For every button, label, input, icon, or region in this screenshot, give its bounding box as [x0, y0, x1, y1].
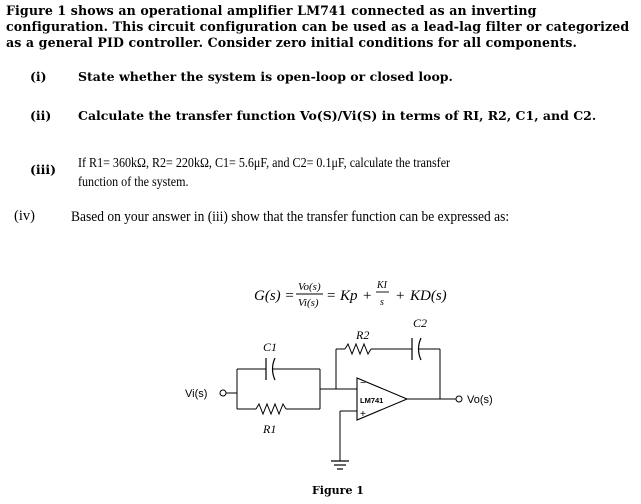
c2-label: C2 — [413, 316, 428, 330]
question-4-number: (iv) — [14, 208, 35, 224]
input-terminal — [220, 390, 226, 396]
output-terminal — [456, 396, 462, 402]
question-3-number: (iii) — [30, 162, 57, 177]
question-1-text: State whether the system is open-loop or closed loop. — [78, 69, 453, 84]
equation-ki-numerator: KI — [377, 280, 387, 291]
opamp-plus-sign: + — [360, 409, 366, 420]
equation-lhs: G(s) = — [254, 288, 295, 304]
opamp-label: LM741 — [360, 396, 384, 405]
question-1-number: (i) — [30, 69, 47, 84]
question-3-text: If R1= 360kΩ, R2= 220kΩ, C1= 5.6μF, and C2= 0.1μF, calculate the transfer function of the system. — [78, 155, 451, 189]
figure-caption: Figure 1 — [312, 484, 364, 497]
r1-resistor — [256, 404, 286, 414]
r1-label: R1 — [263, 422, 277, 436]
equation-plus-2: + — [396, 288, 405, 304]
opamp-minus-sign: − — [360, 378, 366, 389]
output-label: Vo(s) — [467, 394, 493, 406]
equation-plus-1: + — [363, 288, 372, 304]
r2-resistor — [345, 344, 371, 354]
question-4-text: Based on your answer in (iii) show that the transfer function can be expressed as: — [71, 209, 510, 225]
input-label: Vi(s) — [185, 388, 208, 400]
equation-ki-denominator: s — [380, 297, 384, 308]
equation-fraction-numerator: Vo(s) — [298, 281, 321, 293]
equation-kd-term: KD(s) — [410, 288, 447, 304]
question-2-number: (ii) — [30, 108, 52, 123]
transfer-function-equation — [254, 280, 447, 309]
problem-intro: Figure 1 shows an operational amplifier LM741 connected as an inverting configuration. This circuit configuration can be used as a lead-lag filter or categorized as a general PID controller. Consider zero initial conditions for all components. — [6, 3, 630, 50]
c1-label: C1 — [263, 340, 278, 354]
r2-label: R2 — [356, 328, 370, 342]
equation-fraction-denominator: Vi(s) — [298, 297, 319, 309]
equation-equals: = — [327, 288, 336, 304]
equation-kp: Kp — [340, 288, 358, 304]
question-2-text: Calculate the transfer function Vo(S)/Vi(S) in terms of RI, R2, C1, and C2. — [78, 108, 597, 123]
